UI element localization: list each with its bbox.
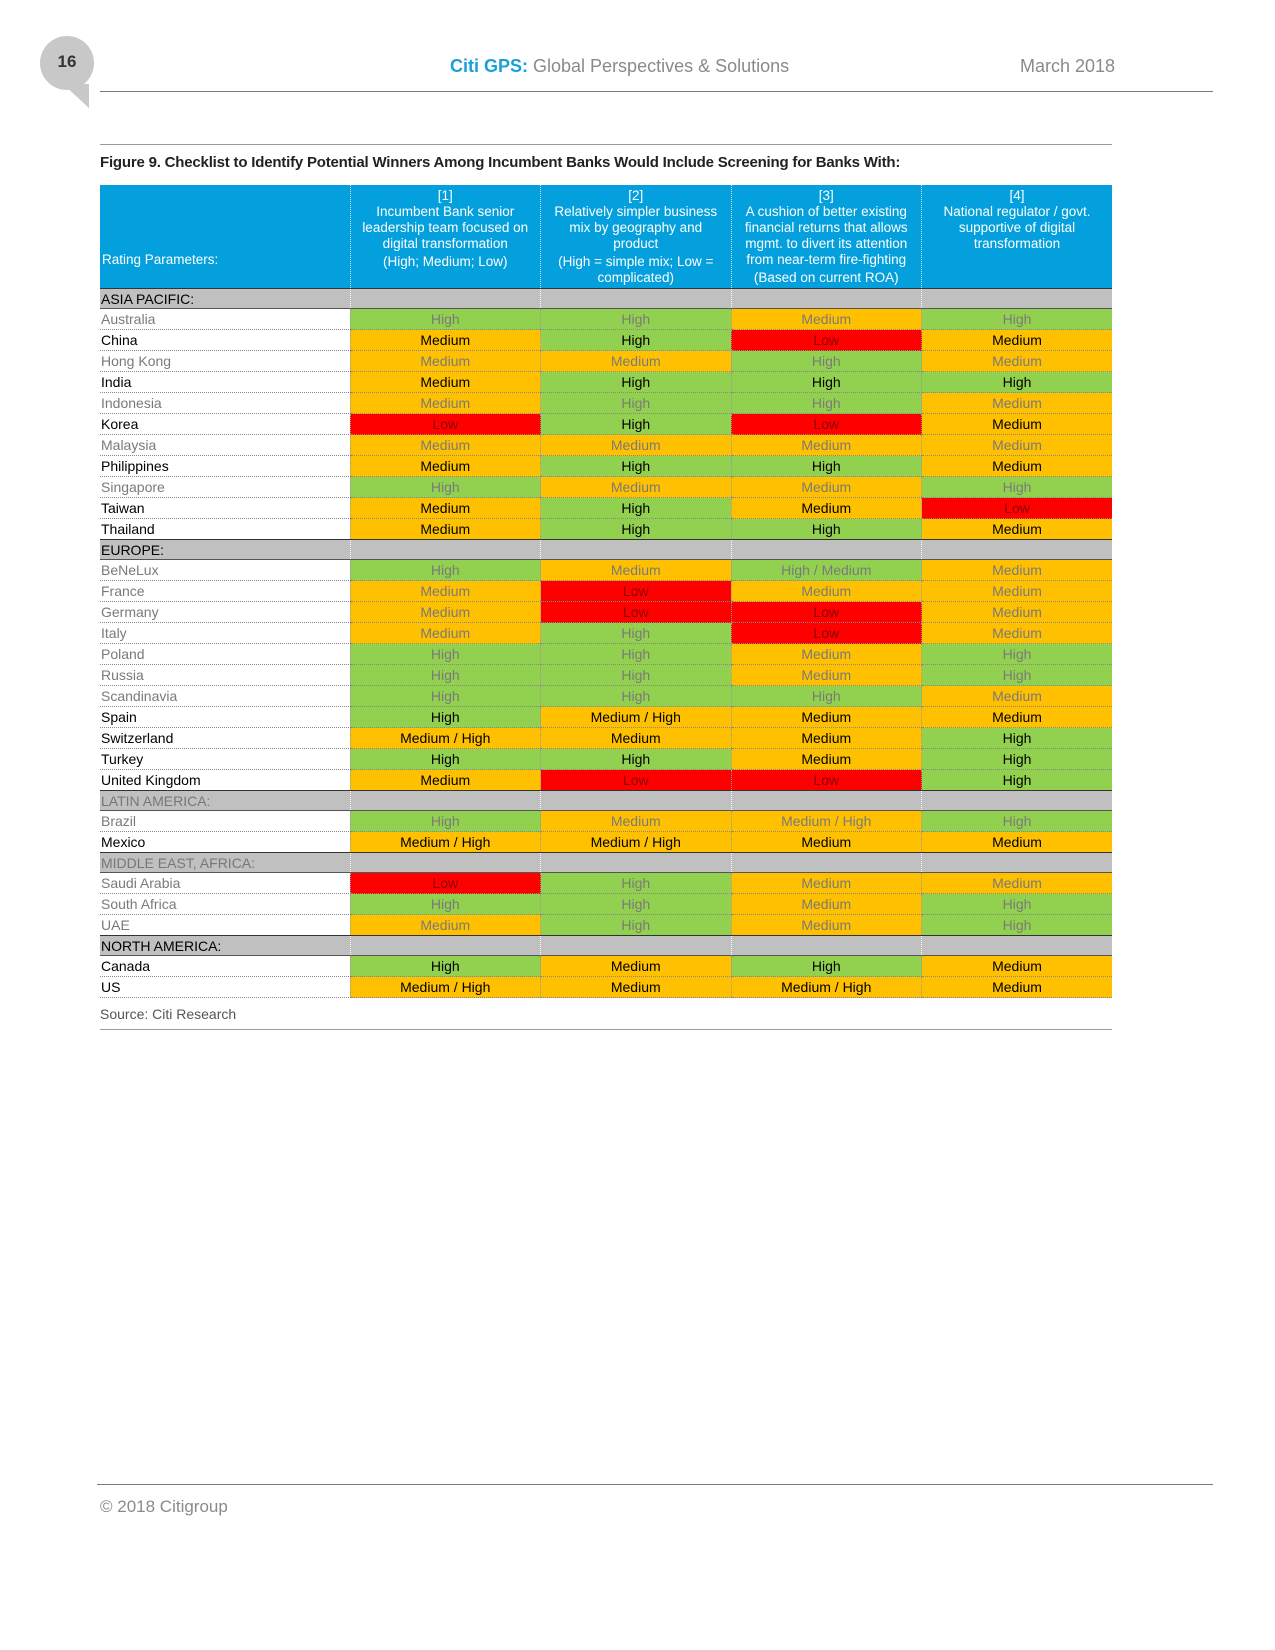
- table-row: [100, 811, 1112, 832]
- country-name: Russia: [100, 665, 350, 686]
- country-name: Hong Kong: [100, 351, 350, 372]
- rating-cell: High: [922, 811, 1113, 832]
- country-name: Australia: [100, 309, 350, 330]
- rating-cell: High: [731, 956, 922, 977]
- region-spacer-cell: [922, 936, 1113, 956]
- region-spacer-cell: [541, 289, 732, 309]
- rating-cell: Medium: [922, 956, 1113, 977]
- column-header-4: [922, 185, 1113, 289]
- rating-cell: Medium: [350, 435, 541, 456]
- region-spacer-cell: [350, 289, 541, 309]
- rating-cell: Medium: [922, 623, 1113, 644]
- region-label: MIDDLE EAST, AFRICA:: [100, 853, 350, 873]
- table-row: [100, 477, 1112, 498]
- rating-cell: Low: [541, 602, 732, 623]
- country-name: South Africa: [100, 894, 350, 915]
- rating-cell: Medium: [922, 393, 1113, 414]
- rating-cell: High: [541, 873, 732, 894]
- rating-cell: High: [350, 477, 541, 498]
- rating-cell: Medium: [350, 770, 541, 791]
- rating-cell: Medium: [731, 309, 922, 330]
- country-name: Canada: [100, 956, 350, 977]
- rating-cell: High: [541, 309, 732, 330]
- running-header: [450, 56, 789, 77]
- column-description: Relatively simpler business mix by geography and product: [554, 204, 718, 251]
- rating-cell: Low: [731, 623, 922, 644]
- country-name: Korea: [100, 414, 350, 435]
- rating-cell: High: [350, 560, 541, 581]
- table-row: [100, 330, 1112, 351]
- table-row: [100, 414, 1112, 435]
- rating-cell: Low: [350, 873, 541, 894]
- rating-cell: Medium: [731, 915, 922, 936]
- region-spacer-cell: [350, 936, 541, 956]
- region-label: EUROPE:: [100, 540, 350, 560]
- country-name: India: [100, 372, 350, 393]
- rating-cell: High: [731, 351, 922, 372]
- country-name: Malaysia: [100, 435, 350, 456]
- rating-cell: High: [350, 811, 541, 832]
- rating-cell: High: [922, 728, 1113, 749]
- rating-cell: Medium: [731, 894, 922, 915]
- rating-cell: High: [922, 770, 1113, 791]
- rating-cell: High: [922, 749, 1113, 770]
- header-divider: [100, 91, 1213, 92]
- rating-cell: High: [922, 665, 1113, 686]
- table-row: [100, 351, 1112, 372]
- country-name: Philippines: [100, 456, 350, 477]
- rating-cell: Medium: [350, 602, 541, 623]
- rating-cell: High: [731, 393, 922, 414]
- table-row: [100, 498, 1112, 519]
- table-row: [100, 456, 1112, 477]
- country-name: Turkey: [100, 749, 350, 770]
- rating-cell: High: [731, 519, 922, 540]
- rating-cell: High: [350, 686, 541, 707]
- country-name: BeNeLux: [100, 560, 350, 581]
- copyright: © 2018 Citigroup: [100, 1497, 228, 1516]
- region-spacer-cell: [731, 540, 922, 560]
- header-date: March 2018: [1020, 56, 1116, 76]
- table-row: [100, 832, 1112, 853]
- rating-cell: Medium: [350, 915, 541, 936]
- table-row: [100, 894, 1112, 915]
- country-name: Saudi Arabia: [100, 873, 350, 894]
- country-name: China: [100, 330, 350, 351]
- rating-cell: Low: [731, 770, 922, 791]
- rating-cell: Medium / High: [350, 977, 541, 998]
- table-row: [100, 435, 1112, 456]
- rating-cell: High: [350, 956, 541, 977]
- rating-cell: Medium: [922, 581, 1113, 602]
- rating-cell: High: [541, 894, 732, 915]
- footer-divider: [97, 1484, 1213, 1485]
- table-row: [100, 623, 1112, 644]
- rating-cell: Low: [922, 498, 1113, 519]
- rating-cell: High: [541, 915, 732, 936]
- rating-cell: Low: [350, 414, 541, 435]
- table-body: [100, 289, 1112, 998]
- rating-cell: Medium / High: [541, 707, 732, 728]
- region-spacer-cell: [922, 540, 1113, 560]
- rating-cell: High: [541, 623, 732, 644]
- region-row: [100, 936, 1112, 956]
- table-row: [100, 602, 1112, 623]
- column-header-2: [541, 185, 732, 289]
- rating-cell: High: [541, 456, 732, 477]
- column-scale: (High = simple mix; Low = complicated): [558, 254, 714, 285]
- rating-cell: Medium: [731, 665, 922, 686]
- rating-cell: Medium: [541, 956, 732, 977]
- rating-cell: High / Medium: [731, 560, 922, 581]
- rating-cell: High: [922, 894, 1113, 915]
- region-spacer-cell: [922, 791, 1113, 811]
- region-spacer-cell: [541, 791, 732, 811]
- region-label: ASIA PACIFIC:: [100, 289, 350, 309]
- figure-top-rule: [100, 144, 1112, 145]
- rating-cell: Medium: [731, 498, 922, 519]
- column-scale: (Based on current ROA): [753, 270, 899, 285]
- rating-cell: High: [541, 498, 732, 519]
- region-spacer-cell: [350, 853, 541, 873]
- column-header-1: [350, 185, 541, 289]
- rating-cell: Medium: [922, 560, 1113, 581]
- region-spacer-cell: [731, 853, 922, 873]
- rating-cell: High: [541, 414, 732, 435]
- rating-cell: Medium: [350, 623, 541, 644]
- region-spacer-cell: [350, 791, 541, 811]
- rating-cell: Medium: [350, 330, 541, 351]
- table-row: [100, 915, 1112, 936]
- checklist-table: [100, 185, 1112, 998]
- rating-cell: High: [541, 393, 732, 414]
- country-name: Poland: [100, 644, 350, 665]
- region-spacer-cell: [922, 289, 1113, 309]
- country-name: Brazil: [100, 811, 350, 832]
- table-row: [100, 644, 1112, 665]
- rating-cell: Medium / High: [731, 977, 922, 998]
- rating-cell: Medium: [922, 330, 1113, 351]
- rating-cell: Medium / High: [731, 811, 922, 832]
- rating-cell: Medium: [922, 435, 1113, 456]
- country-name: Scandinavia: [100, 686, 350, 707]
- region-row: [100, 289, 1112, 309]
- rating-cell: High: [731, 456, 922, 477]
- country-name: Indonesia: [100, 393, 350, 414]
- rating-cell: Medium: [350, 498, 541, 519]
- table-row: [100, 309, 1112, 330]
- region-spacer-cell: [350, 540, 541, 560]
- table-row: [100, 728, 1112, 749]
- rating-cell: Medium: [350, 372, 541, 393]
- rating-cell: Medium: [922, 832, 1113, 853]
- region-row: [100, 540, 1112, 560]
- rating-cell: Medium: [922, 414, 1113, 435]
- rating-cell: High: [350, 707, 541, 728]
- region-spacer-cell: [922, 853, 1113, 873]
- country-name: UAE: [100, 915, 350, 936]
- region-spacer-cell: [541, 936, 732, 956]
- rating-cell: High: [350, 894, 541, 915]
- rating-parameters-header: Rating Parameters:: [100, 185, 350, 289]
- column-number: [2]: [628, 188, 644, 203]
- rating-cell: Medium: [541, 728, 732, 749]
- figure-bottom-rule: [100, 1029, 1112, 1030]
- table-row: [100, 519, 1112, 540]
- country-name: Mexico: [100, 832, 350, 853]
- rating-cell: Medium: [922, 351, 1113, 372]
- country-name: Thailand: [100, 519, 350, 540]
- rating-cell: Medium: [541, 477, 732, 498]
- rating-cell: Medium / High: [350, 832, 541, 853]
- brand-tagline: Global Perspectives & Solutions: [528, 56, 790, 76]
- table-row: [100, 560, 1112, 581]
- rating-cell: Medium: [922, 707, 1113, 728]
- rating-cell: Low: [541, 770, 732, 791]
- region-label: LATIN AMERICA:: [100, 791, 350, 811]
- region-spacer-cell: [731, 289, 922, 309]
- rating-cell: High: [731, 372, 922, 393]
- brand-name: Citi GPS:: [450, 56, 529, 76]
- figure-source: Source: Citi Research: [100, 1006, 237, 1022]
- rating-cell: Low: [541, 581, 732, 602]
- country-name: Taiwan: [100, 498, 350, 519]
- table-row: [100, 665, 1112, 686]
- rating-cell: Medium: [922, 456, 1113, 477]
- rating-cell: Medium: [731, 581, 922, 602]
- rating-cell: High: [731, 686, 922, 707]
- column-description: A cushion of better existing financial returns that allows mgmt. to divert its attention from near-term fire-fighting: [744, 204, 908, 267]
- rating-cell: Medium: [541, 351, 732, 372]
- rating-cell: Medium: [922, 519, 1113, 540]
- column-description: Incumbent Bank senior leadership team focused on digital transformation: [362, 204, 529, 251]
- country-name: Singapore: [100, 477, 350, 498]
- rating-cell: Medium: [350, 351, 541, 372]
- rating-cell: Low: [731, 330, 922, 351]
- region-spacer-cell: [541, 853, 732, 873]
- country-name: Germany: [100, 602, 350, 623]
- table-row: [100, 581, 1112, 602]
- region-spacer-cell: [541, 540, 732, 560]
- rating-cell: High: [922, 309, 1113, 330]
- column-scale: (High; Medium; Low): [382, 254, 508, 269]
- rating-cell: High: [350, 309, 541, 330]
- rating-cell: Medium: [350, 456, 541, 477]
- rating-cell: Medium: [731, 873, 922, 894]
- rating-cell: High: [541, 519, 732, 540]
- country-name: France: [100, 581, 350, 602]
- country-name: Spain: [100, 707, 350, 728]
- region-row: [100, 791, 1112, 811]
- rating-cell: High: [922, 477, 1113, 498]
- country-name: United Kingdom: [100, 770, 350, 791]
- region-spacer-cell: [731, 936, 922, 956]
- rating-cell: High: [541, 330, 732, 351]
- country-name: US: [100, 977, 350, 998]
- column-number: [3]: [818, 188, 834, 203]
- rating-cell: Medium: [922, 602, 1113, 623]
- rating-cell: Medium: [731, 728, 922, 749]
- table-header-row: [100, 185, 1112, 289]
- page-badge-tail: [63, 84, 89, 108]
- rating-cell: Medium: [731, 749, 922, 770]
- rating-cell: Medium: [731, 477, 922, 498]
- rating-cell: Medium: [350, 519, 541, 540]
- table-row: [100, 393, 1112, 414]
- table-row: [100, 977, 1112, 998]
- column-header-3: [731, 185, 922, 289]
- rating-cell: Low: [731, 602, 922, 623]
- country-name: Switzerland: [100, 728, 350, 749]
- table-row: [100, 956, 1112, 977]
- rating-cell: Medium: [541, 811, 732, 832]
- column-number: [1]: [437, 188, 453, 203]
- table-row: [100, 707, 1112, 728]
- rating-cell: High: [350, 749, 541, 770]
- rating-cell: High: [541, 749, 732, 770]
- rating-cell: Medium: [731, 707, 922, 728]
- region-spacer-cell: [731, 791, 922, 811]
- rating-cell: Medium: [541, 435, 732, 456]
- rating-cell: Medium: [350, 581, 541, 602]
- table-row: [100, 770, 1112, 791]
- rating-cell: Medium: [922, 873, 1113, 894]
- rating-cell: High: [922, 915, 1113, 936]
- rating-cell: High: [541, 644, 732, 665]
- rating-cell: High: [541, 372, 732, 393]
- rating-cell: High: [922, 644, 1113, 665]
- region-row: [100, 853, 1112, 873]
- rating-cell: Medium: [731, 644, 922, 665]
- rating-cell: Medium: [922, 686, 1113, 707]
- column-description: National regulator / govt. supportive of digital transformation: [943, 204, 1091, 251]
- table-row: [100, 686, 1112, 707]
- rating-cell: Medium: [731, 435, 922, 456]
- rating-cell: Medium / High: [350, 728, 541, 749]
- rating-cell: Medium: [541, 560, 732, 581]
- rating-cell: High: [541, 686, 732, 707]
- rating-cell: High: [922, 372, 1113, 393]
- table-row: [100, 372, 1112, 393]
- rating-cell: Medium: [922, 977, 1113, 998]
- table-row: [100, 873, 1112, 894]
- rating-cell: High: [541, 665, 732, 686]
- rating-cell: Medium: [731, 832, 922, 853]
- table-row: [100, 749, 1112, 770]
- rating-cell: High: [350, 665, 541, 686]
- rating-cell: Medium: [541, 977, 732, 998]
- column-number: [4]: [1009, 188, 1025, 203]
- rating-cell: High: [350, 644, 541, 665]
- page-number: 16: [57, 52, 77, 71]
- figure-title: Figure 9. Checklist to Identify Potential Winners Among Incumbent Banks Would Include Screening for Banks With:: [100, 154, 901, 171]
- rating-cell: Medium / High: [541, 832, 732, 853]
- country-name: Italy: [100, 623, 350, 644]
- rating-cell: Low: [731, 414, 922, 435]
- region-label: NORTH AMERICA:: [100, 936, 350, 956]
- rating-cell: Medium: [350, 393, 541, 414]
